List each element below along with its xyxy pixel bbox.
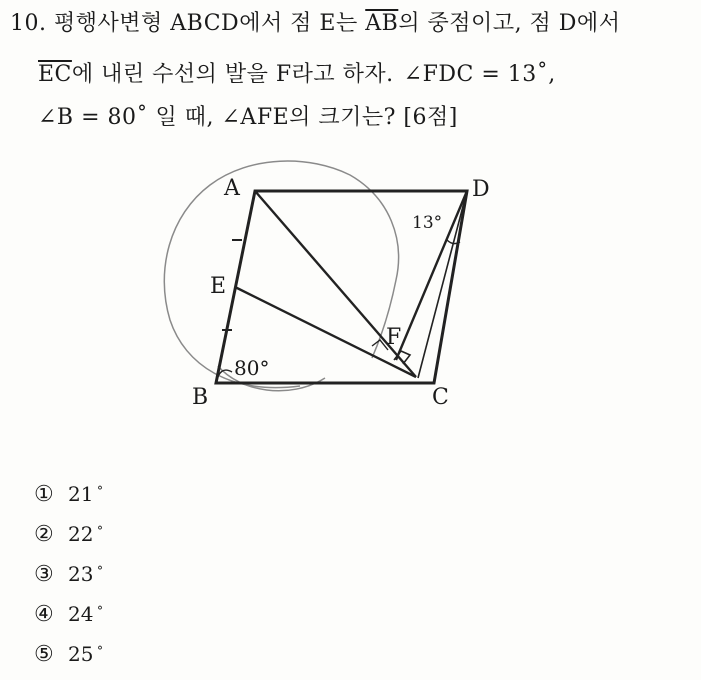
label-f: F — [386, 325, 402, 350]
question-line-1 — [10, 6, 620, 37]
choice-mark: ⑤ — [34, 641, 54, 667]
choice-mark: ① — [34, 481, 54, 507]
label-angle-b: 80° — [234, 356, 270, 380]
choice-5[interactable] — [34, 634, 103, 674]
choice-mark: ③ — [34, 561, 54, 587]
choice-unit: ˚ — [96, 526, 104, 542]
circle-arc — [164, 161, 398, 388]
choice-unit: ˚ — [96, 646, 104, 662]
choice-2[interactable] — [34, 514, 103, 554]
question-text-1b: 의 중점이고, 점 D에서 — [398, 11, 621, 36]
parallelogram-figure — [150, 160, 530, 450]
choice-value: 25 — [68, 642, 94, 666]
question-line-2 — [38, 57, 556, 88]
question-text-3: ∠B = 80˚ 일 때, ∠AFE의 크기는? [6점] — [38, 105, 458, 130]
label-a: A — [224, 176, 240, 201]
choice-value: 21 — [68, 482, 94, 506]
question-angle-fdc: ∠FDC = 13˚, — [403, 62, 556, 87]
choice-unit: ˚ — [96, 606, 104, 622]
question-line-3 — [38, 100, 458, 131]
choice-value: 23 — [68, 562, 94, 586]
choice-value: 24 — [68, 602, 94, 626]
answer-choices — [34, 474, 103, 674]
question-number: 10. — [10, 11, 47, 36]
label-e: E — [210, 274, 227, 299]
choice-mark: ④ — [34, 601, 54, 627]
choice-unit: ˚ — [96, 486, 104, 502]
label-angle-d: 13° — [412, 213, 443, 233]
segment-ec: $\overline{EC}$ — [38, 62, 72, 87]
choice-3[interactable] — [34, 554, 103, 594]
segment-ab: $\overline{AB}$ — [365, 11, 399, 36]
question-text-1a: 평행사변형 ABCD에서 점 E는 — [54, 11, 358, 36]
question-text-2a: 에 내린 수선의 발을 F라고 하자. — [71, 62, 394, 87]
label-b: B — [192, 385, 209, 410]
choice-1[interactable] — [34, 474, 103, 514]
label-c: C — [432, 385, 449, 410]
choice-unit: ˚ — [96, 566, 104, 582]
label-d: D — [472, 177, 490, 202]
choice-mark: ② — [34, 521, 54, 547]
choice-value: 22 — [68, 522, 94, 546]
choice-4[interactable] — [34, 594, 103, 634]
